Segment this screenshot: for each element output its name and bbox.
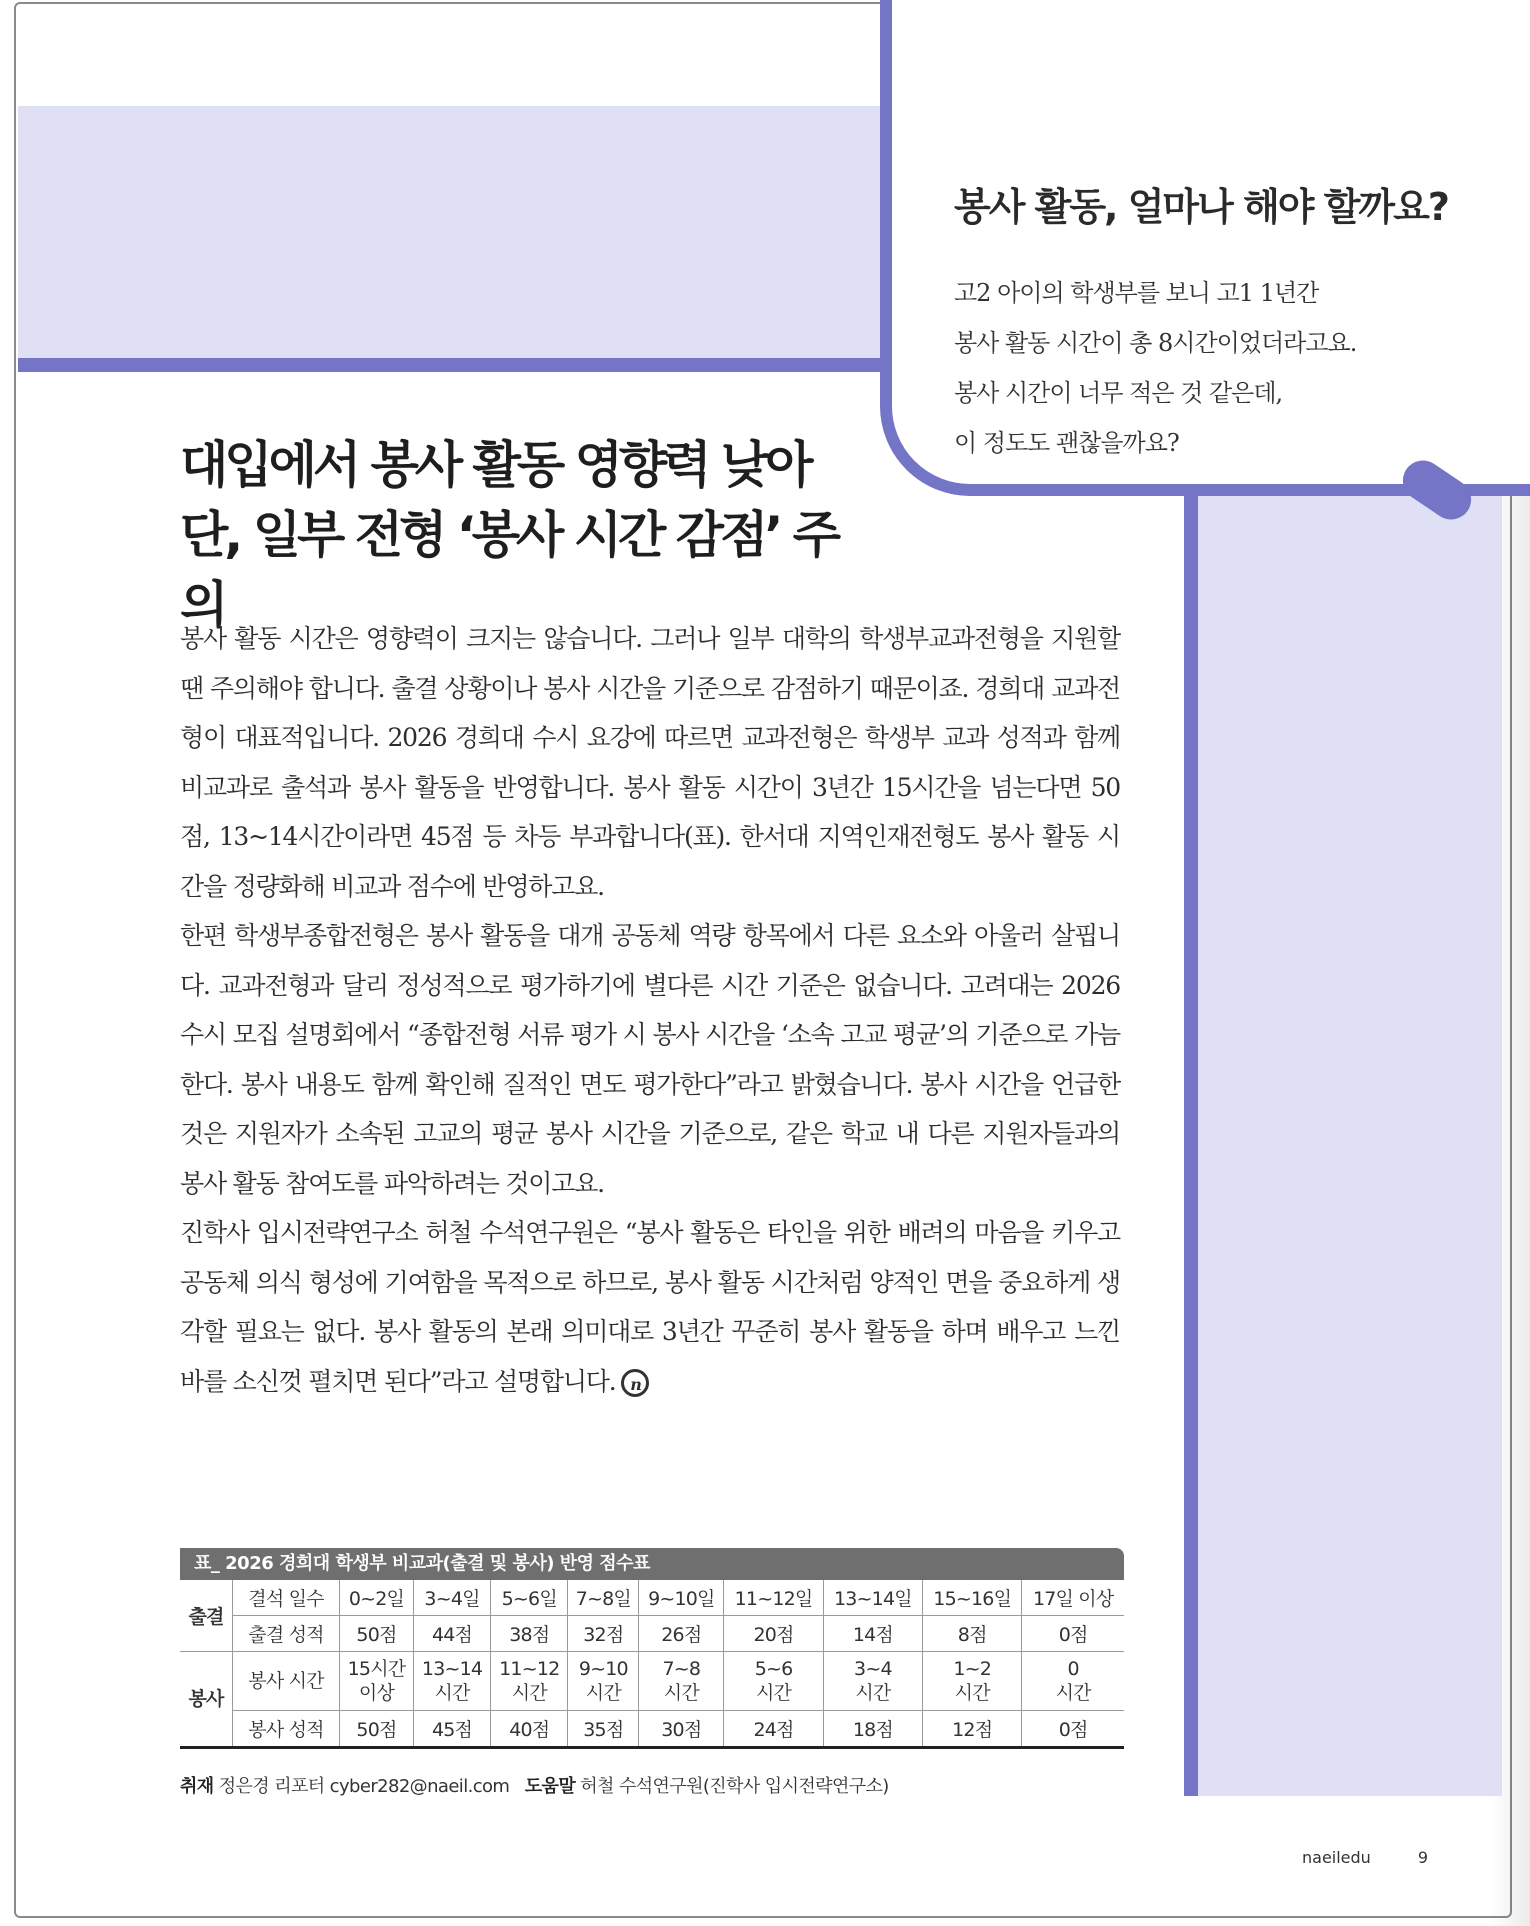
table-cell: [1022, 1652, 1124, 1711]
body-paragraph-3: [180, 1208, 1120, 1406]
score-table: [180, 1580, 1124, 1749]
row-label: 결석 일수: [233, 1580, 340, 1616]
group-label-service: 봉사: [180, 1652, 233, 1748]
cell-line: 시간: [585, 1682, 621, 1704]
table-cell: 17일 이상: [1022, 1580, 1124, 1616]
right-lavender-column: [1184, 496, 1502, 1796]
headline-line-1: 대입에서 봉사 활동 영향력 낮아: [180, 436, 810, 494]
table-row: [180, 1652, 1124, 1711]
cell-line: 시간: [855, 1682, 891, 1704]
article-headline: [180, 430, 880, 640]
table-cell: 3~4일: [413, 1580, 490, 1616]
table-cell: 11~12일: [724, 1580, 823, 1616]
cell-line: 13~14: [421, 1658, 483, 1680]
top-purple-rule: [18, 358, 888, 372]
question-line: 봉사 시간이 너무 적은 것 같은데,: [954, 379, 1283, 407]
body-paragraph-3-text: 진학사 입시전략연구소 허철 수석연구원은 “봉사 활동은 타인을 위한 배려의 마음을 키우고 공동체 의식 형성에 기여함을 목적으로 하므로, 봉사 활동 시간처럼 양적인 면을 중요하게 생각할 필요는 없다. 봉사 활동의 본래 의미대로 3년간 꾸준히 봉사 활동을 하며 배우고 느낀 바를 소신껏 펼치면 된다”라고 설명합니다.: [180, 1218, 1120, 1396]
table-cell: 35점: [568, 1711, 639, 1748]
headline-line-2: 단, 일부 전형 ‘봉사 시간 감점’ 주의: [180, 506, 838, 634]
cell-line: 시간: [954, 1682, 990, 1704]
cell-line: 이상: [358, 1682, 395, 1704]
table-cell: [568, 1652, 639, 1711]
question-line: 이 정도도 괜찮을까요?: [954, 429, 1179, 457]
table-cell: [823, 1652, 922, 1711]
table-cell: 5~6일: [491, 1580, 568, 1616]
cell-line: 15시간: [347, 1658, 406, 1680]
article-body: [180, 614, 1120, 1406]
table-cell: 45점: [413, 1711, 490, 1748]
top-lavender-block: [18, 106, 888, 358]
table-cell: [639, 1652, 724, 1711]
table-cell: [491, 1652, 568, 1711]
table-cell: 30점: [639, 1711, 724, 1748]
table-cell: [923, 1652, 1022, 1711]
cell-line: 1~2: [953, 1658, 992, 1680]
table-cell: 14점: [823, 1616, 922, 1652]
table-cell: 0점: [1022, 1616, 1124, 1652]
page-footer: [1302, 1848, 1428, 1867]
table-row: [180, 1711, 1124, 1748]
cell-line: 시간: [1055, 1682, 1091, 1704]
question-line: 고2 아이의 학생부를 보니 고1 1년간: [954, 279, 1319, 307]
table-row: [180, 1580, 1124, 1616]
cell-line: 시간: [663, 1682, 699, 1704]
footer-brand: naeiledu: [1302, 1848, 1371, 1867]
group-label-attendance: 출결: [180, 1580, 233, 1652]
cell-line: 0: [1067, 1658, 1079, 1680]
table-cell: 40점: [491, 1711, 568, 1748]
table-cell: [340, 1652, 414, 1711]
end-mark-icon: n: [621, 1369, 649, 1397]
row-label: 출결 성적: [233, 1616, 340, 1652]
table-cell: 15~16일: [923, 1580, 1022, 1616]
table-cell: 44점: [413, 1616, 490, 1652]
table-cell: 0~2일: [340, 1580, 414, 1616]
question-line: 봉사 활동 시간이 총 8시간이었더라고요.: [954, 329, 1357, 357]
score-table-block: [180, 1548, 1124, 1749]
row-label: 봉사 시간: [233, 1652, 340, 1711]
cell-line: 시간: [434, 1682, 470, 1704]
table-cell: [413, 1652, 490, 1711]
table-cell: 13~14일: [823, 1580, 922, 1616]
credit-help-label: 도움말: [524, 1776, 576, 1797]
table-cell: 32점: [568, 1616, 639, 1652]
question-title: 봉사 활동, 얼마나 해야 할까요?: [954, 185, 1448, 229]
body-paragraph-1: 봉사 활동 시간은 영향력이 크지는 않습니다. 그러나 일부 대학의 학생부교과전형을 지원할 땐 주의해야 합니다. 출결 상황이나 봉사 시간을 기준으로 감점하기 때문이죠. 경희대 교과전형이 대표적입니다. 2026 경희대 수시 요강에 따르면 교과전형은 학생부 교과 성적과 함께 비교과로 출석과 봉사 활동을 반영합니다. 봉사 활동 시간이 3년간 15시간을 넘는다면 50점, 13~14시간이라면 45점 등 차등 부과합니다(표). 한서대 지역인재전형도 봉사 활동 시간을 정량화해 비교과 점수에 반영하고요.: [180, 624, 1120, 901]
page-number: 9: [1417, 1848, 1429, 1867]
table-cell: 9~10일: [639, 1580, 724, 1616]
table-cell: 0점: [1022, 1711, 1124, 1748]
credit-interview-label: 취재: [180, 1776, 214, 1797]
credit-interview: 정은경 리포터 cyber282@naeil.com: [218, 1776, 510, 1797]
table-cell: 38점: [491, 1616, 568, 1652]
cell-line: 11~12: [499, 1658, 560, 1680]
table-cell: 12점: [923, 1711, 1022, 1748]
cell-line: 5~6: [754, 1658, 793, 1680]
cell-line: 7~8: [662, 1658, 701, 1680]
credit-help: 허철 수석연구원(진학사 입시전략연구소): [580, 1776, 889, 1797]
article-credit: [180, 1772, 889, 1798]
table-caption: 표_ 2026 경희대 학생부 비교과(출결 및 봉사) 반영 점수표: [180, 1548, 1124, 1580]
table-cell: 50점: [340, 1616, 414, 1652]
question-text: [954, 268, 1434, 468]
table-cell: 20점: [724, 1616, 823, 1652]
table-cell: 18점: [823, 1711, 922, 1748]
table-cell: 7~8일: [568, 1580, 639, 1616]
body-paragraph-2: 한편 학생부종합전형은 봉사 활동을 대개 공동체 역량 항목에서 다른 요소와 아울러 살핍니다. 교과전형과 달리 정성적으로 평가하기에 별다른 시간 기준은 없습니다. 고려대는 2026 수시 모집 설명회에서 “종합전형 서류 평가 시 봉사 시간을 ‘소속 고교 평균’의 기준으로 가늠한다. 봉사 내용도 함께 확인해 질적인 면도 평가한다”라고 밝혔습니다. 봉사 시간을 언급한 것은 지원자가 소속된 고교의 평균 봉사 시간을 기준으로, 같은 학교 내 다른 지원자들과의 봉사 활동 참여도를 파악하려는 것이고요.: [180, 921, 1120, 1198]
cell-line: 시간: [756, 1682, 792, 1704]
table-cell: 26점: [639, 1616, 724, 1652]
table-row: [180, 1616, 1124, 1652]
cell-line: 3~4: [854, 1658, 892, 1680]
table-cell: 8점: [923, 1616, 1022, 1652]
table-cell: 24점: [724, 1711, 823, 1748]
cell-line: 9~10: [578, 1658, 628, 1680]
table-cell: 50점: [340, 1711, 414, 1748]
table-cell: [724, 1652, 823, 1711]
row-label: 봉사 성적: [233, 1711, 340, 1748]
cell-line: 시간: [511, 1682, 547, 1704]
